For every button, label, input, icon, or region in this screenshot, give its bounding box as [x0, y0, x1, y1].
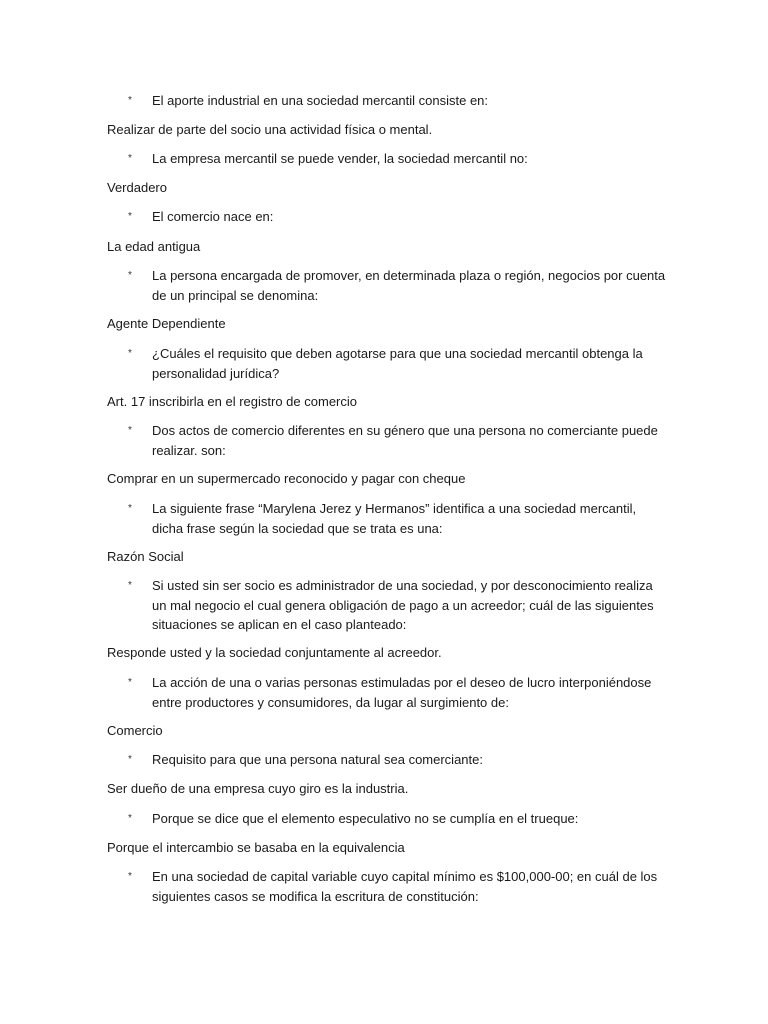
question-text: El comercio nace en:: [152, 209, 274, 224]
answer-text: Comercio: [107, 723, 163, 738]
question-item: [128, 499, 668, 538]
bullet-icon: *: [128, 270, 132, 281]
answer-text: La edad antigua: [107, 239, 201, 254]
question-item: [128, 867, 668, 906]
question-item: [128, 207, 668, 227]
question-item: [128, 576, 668, 635]
bullet-icon: *: [128, 871, 132, 882]
question-text: La empresa mercantil se puede vender, la sociedad mercantil no:: [152, 151, 528, 166]
bullet-icon: *: [128, 813, 132, 824]
question-item: [128, 750, 668, 770]
bullet-icon: *: [128, 425, 132, 436]
question-text: La persona encargada de promover, en determinada plaza o región, negocios por cuenta de un principal se denomina:: [152, 268, 666, 303]
question-text: El aporte industrial en una sociedad mercantil consiste en:: [152, 93, 489, 108]
bullet-icon: *: [128, 211, 132, 222]
answer-text: Agente Dependiente: [107, 316, 226, 331]
answer-text: Ser dueño de una empresa cuyo giro es la industria.: [107, 781, 409, 796]
question-item: [128, 673, 668, 712]
bullet-icon: *: [128, 754, 132, 765]
question-text: Si usted sin ser socio es administrador de una sociedad, y por desconocimiento realiza un mal negocio el cual genera obligación de pago a un acreedor; cuál de las siguientes situaciones se aplican en el caso planteado:: [152, 578, 654, 632]
bullet-icon: *: [128, 503, 132, 514]
bullet-icon: *: [128, 677, 132, 688]
answer-text: Razón Social: [107, 549, 184, 564]
question-item: [128, 91, 668, 111]
question-text: Dos actos de comercio diferentes en su género que una persona no comerciante puede realizar. son:: [152, 423, 658, 458]
answer-text: Porque el intercambio se basaba en la equivalencia: [107, 840, 405, 855]
bullet-icon: *: [128, 153, 132, 164]
question-text: ¿Cuáles el requisito que deben agotarse para que una sociedad mercantil obtenga la personalidad jurídica?: [152, 346, 643, 381]
question-text: En una sociedad de capital variable cuyo capital mínimo es $100,000-00; en cuál de los siguientes casos se modifica la escritura de constitución:: [152, 869, 658, 904]
question-text: Requisito para que una persona natural sea comerciante:: [152, 752, 483, 767]
question-item: [128, 149, 668, 169]
answer-text: Realizar de parte del socio una actividad física o mental.: [107, 122, 433, 137]
question-text: La acción de una o varias personas estimuladas por el deseo de lucro interponiéndose entre productores y consumidores, da lugar al surgimiento de:: [152, 675, 652, 710]
question-item: [128, 266, 668, 305]
bullet-icon: *: [128, 95, 132, 106]
question-item: [128, 344, 668, 383]
bullet-icon: *: [128, 348, 132, 359]
bullet-icon: *: [128, 580, 132, 591]
question-item: [128, 809, 668, 829]
answer-text: Comprar en un supermercado reconocido y pagar con cheque: [107, 471, 466, 486]
question-item: [128, 421, 668, 460]
answer-text: Art. 17 inscribirla en el registro de comercio: [107, 394, 357, 409]
question-text: Porque se dice que el elemento especulativo no se cumplía en el trueque:: [152, 811, 579, 826]
question-text: La siguiente frase “Marylena Jerez y Hermanos” identifica a una sociedad mercantil, dicha frase según la sociedad que se trata es una:: [152, 501, 637, 536]
answer-text: Responde usted y la sociedad conjuntamente al acreedor.: [107, 645, 442, 660]
answer-text: Verdadero: [107, 180, 167, 195]
